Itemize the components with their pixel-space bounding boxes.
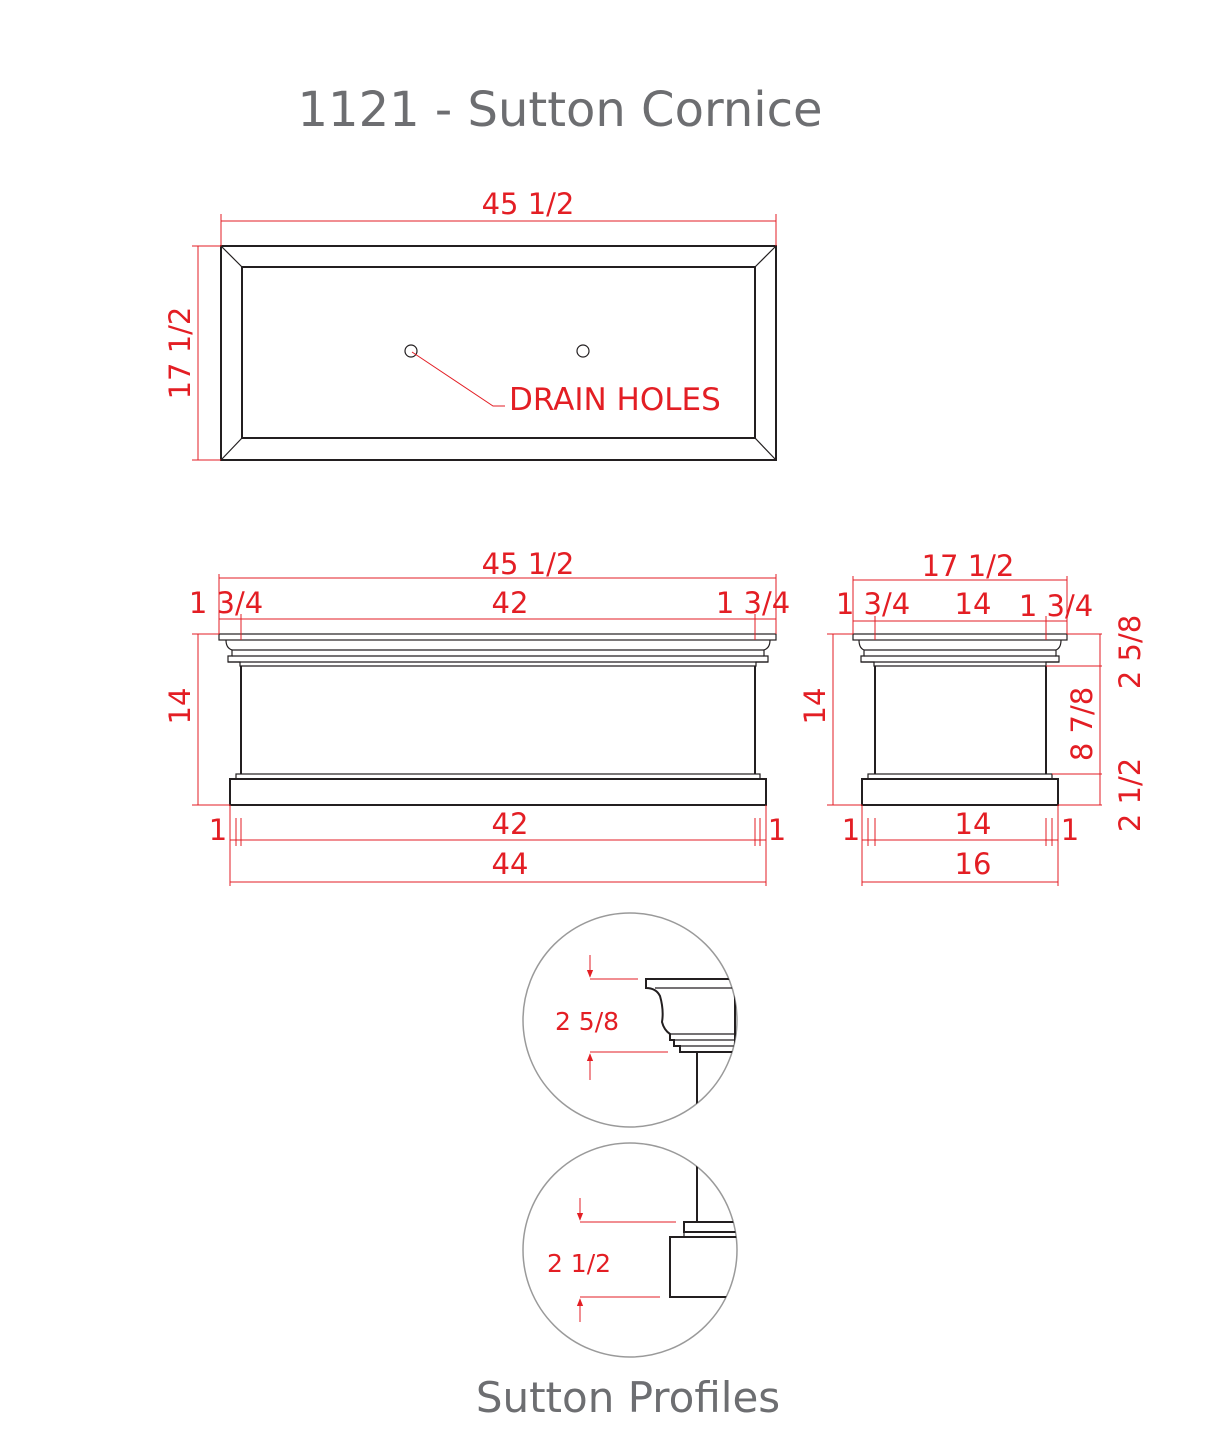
top-view (163, 187, 776, 460)
side-height-label: 14 (798, 687, 832, 725)
side-left-overhang-label: 1 3/4 (835, 587, 911, 621)
side-body-height-label: 8 7/8 (1065, 686, 1099, 762)
front-overall-bottom-label: 44 (491, 847, 529, 881)
base-profile-height-label: 2 1/2 (546, 1249, 612, 1278)
drain-hole-right (577, 345, 589, 357)
drain-holes-leader (412, 352, 505, 406)
drain-hole-left (405, 345, 417, 357)
base-profile-detail (523, 1143, 745, 1357)
top-view-width-label: 45 1/2 (481, 187, 575, 221)
front-inner-bottom-label: 42 (491, 807, 529, 841)
drain-holes-label: DRAIN HOLES (509, 382, 721, 418)
side-overall-top-label: 17 1/2 (921, 549, 1015, 583)
cap-profile-height-label: 2 5/8 (554, 1007, 620, 1036)
front-overall-top-label: 45 1/2 (481, 547, 575, 581)
side-left-base-label: 1 (841, 813, 861, 847)
top-view-outer-rim (221, 246, 776, 460)
side-right-base-label: 1 (1060, 813, 1080, 847)
cap-profile-detail (523, 913, 745, 1140)
front-right-base-label: 1 (767, 813, 787, 847)
front-inner-top-label: 42 (491, 586, 529, 620)
side-overall-bottom-label: 16 (954, 847, 992, 881)
page-title: 1121 - Sutton Cornice (297, 82, 823, 138)
side-base-height-label: 2 1/2 (1113, 757, 1147, 833)
top-view-depth-label: 17 1/2 (163, 306, 197, 400)
side-cap-height-label: 2 5/8 (1113, 614, 1147, 690)
front-left-base-label: 1 (208, 813, 228, 847)
side-inner-bottom-label: 14 (954, 807, 992, 841)
side-view (798, 549, 1147, 886)
front-left-overhang-label: 1 3/4 (188, 586, 264, 620)
front-height-label: 14 (163, 687, 197, 725)
front-right-overhang-label: 1 3/4 (715, 586, 791, 620)
side-inner-top-label: 14 (954, 587, 992, 621)
profiles-caption: Sutton Profiles (475, 1373, 781, 1422)
side-right-overhang-label: 1 3/4 (1018, 589, 1094, 623)
front-view (163, 547, 790, 886)
